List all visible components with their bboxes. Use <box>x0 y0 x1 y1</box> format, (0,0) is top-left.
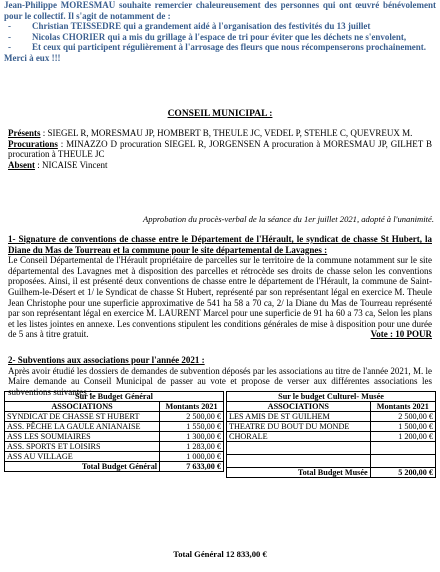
table-total-row: Total Budget Musée 5 200,00 € <box>227 468 436 478</box>
column-header: ASSOCIATIONS <box>5 402 160 412</box>
dash-bullet: - <box>8 31 11 42</box>
table-budget-culturel <box>226 391 436 478</box>
presents-line: Présents : SIEGEL R, MORESMAU JP, HOMBERT B, THEULE JC, VEDEL P, STEHLE C, QUEVREUX M. <box>8 128 413 138</box>
vote-result: Vote : 10 POUR <box>370 329 432 340</box>
table-budget-general <box>4 391 224 472</box>
dash-bullet: - <box>8 21 11 32</box>
column-header: Montants 2021 <box>160 402 224 412</box>
section-2-body: Après avoir étudié les dossiers de demandes de subvention déposés par les associations au titre de l'année 2021, M. le Maire demande au Conseil Municipal de passer au vote et propose de verser aux différentes associations les subventions suivantes : <box>8 365 432 397</box>
table-row <box>227 442 436 455</box>
thanks-intro: Jean-Philippe MORESMAU souhaite remercier chaleureusement des personnes qui ont œuvré bénévolement pour le collectif. Il s'agit de notamment de : <box>4 0 436 21</box>
thanks-closing: Merci à eux !!! <box>4 52 61 63</box>
table-row: SYNDICAT DE CHASSE ST HUBERT 2 500,00 € <box>5 412 224 422</box>
thanks-item: - Et ceux qui participent régulièrement à l'arrosage des fleurs que nous récompenserons prochainement. <box>8 42 427 53</box>
section-2-title: 2- Subventions aux associations pour l'année 2021 : <box>8 355 205 365</box>
table-row: ASS AU VILLAGE 1 000,00 € <box>5 452 224 462</box>
attendance-block <box>8 128 432 170</box>
section-1 <box>8 234 432 340</box>
procurations-line: Procurations : MINAZZO D procuration SIEGEL R, JORGENSEN A procuration à MORESMAU JP, GILHET B procuration à THEULE JC <box>8 138 432 160</box>
table-row: ASS. PÊCHE LA GAULE ANIANAISE 1 550,00 € <box>5 422 224 432</box>
absent-line: Absent : NICAISE Vincent <box>8 159 108 170</box>
section-1-body: Le Conseil Départemental de l'Hérault propriétaire de parcelles sur le territoire de la commune notamment sur le site départemental des Lavagnes met à disposition des parcelles et rétrocède ses droits de chasse selon les conventions proposées. Ainsi, il est présenté deux conventions de chasse entre le département de l'Hérault, la commune de Saint-Guilhem-le-Désert et 1/ le Syndicat de chasse St Hubert, représenté par son représentant légal en exercice M. Theule Jean Christophe pour une superficie approximative de 541 ha 58 a 70 ca, 2/ la Diane du Mas de Tourreau représenté par son représentant légal en exercice M. LAURENT Marcel pour une superficie de 91 ha 60 a 73 ca, Selon les plans et les listes jointes en annexe. Les conventions stipulent les conditions générales de mise à disposition pour une durée de 5 ans à titre gratuit. Vote : 10 POUR <box>8 255 432 340</box>
section-1-title: 1- Signature de conventions de chasse entre le Département de l'Hérault, le syndicat de chasse St Hubert, la Diane du Mas de Tourreau et la commune pour le site départemental de Lavagnes : <box>8 234 432 255</box>
thanks-list <box>4 21 436 53</box>
table-title: Sur le budget Culturel- Musée <box>227 392 436 402</box>
table-row: ASS LES SOUMIAIRES 1 300,00 € <box>5 432 224 442</box>
thanks-item: - Christian TEISSEDRE qui a grandement aidé à l'organisation des festivités du 13 juillet <box>8 21 371 32</box>
approval-note: Approbation du procès-verbal de la séance du 1er juillet 2021, adopté à l'unanimité. <box>143 214 434 224</box>
table-row <box>227 455 436 468</box>
table-row: LES AMIS DE ST GUILHEM 2 500,00 € <box>227 412 436 422</box>
total-general: Total Général 12 833,00 € <box>173 549 267 559</box>
table-total-row: Total Budget Général 7 633,00 € <box>5 462 224 472</box>
thanks-item: - Nicolas CHORIER qui a mis du grillage à l'espace de tri pour éviter que les déchets ne s'envolent, <box>8 31 407 42</box>
thanks-section <box>4 0 436 64</box>
table-row: CHORALE 1 200,00 € <box>227 432 436 442</box>
column-header: Montants 2021 <box>370 402 435 412</box>
conseil-municipal-title: CONSEIL MUNICIPAL : <box>167 109 273 119</box>
table-row: ASS. SPORTS ET LOISIRS 1 283,00 € <box>5 442 224 452</box>
table-row: THEATRE DU BOUT DU MONDE 1 500,00 € <box>227 422 436 432</box>
table-title: Sur le Budget Général <box>5 392 224 402</box>
column-header: ASSOCIATIONS <box>227 402 371 412</box>
dash-bullet: - <box>8 42 11 53</box>
